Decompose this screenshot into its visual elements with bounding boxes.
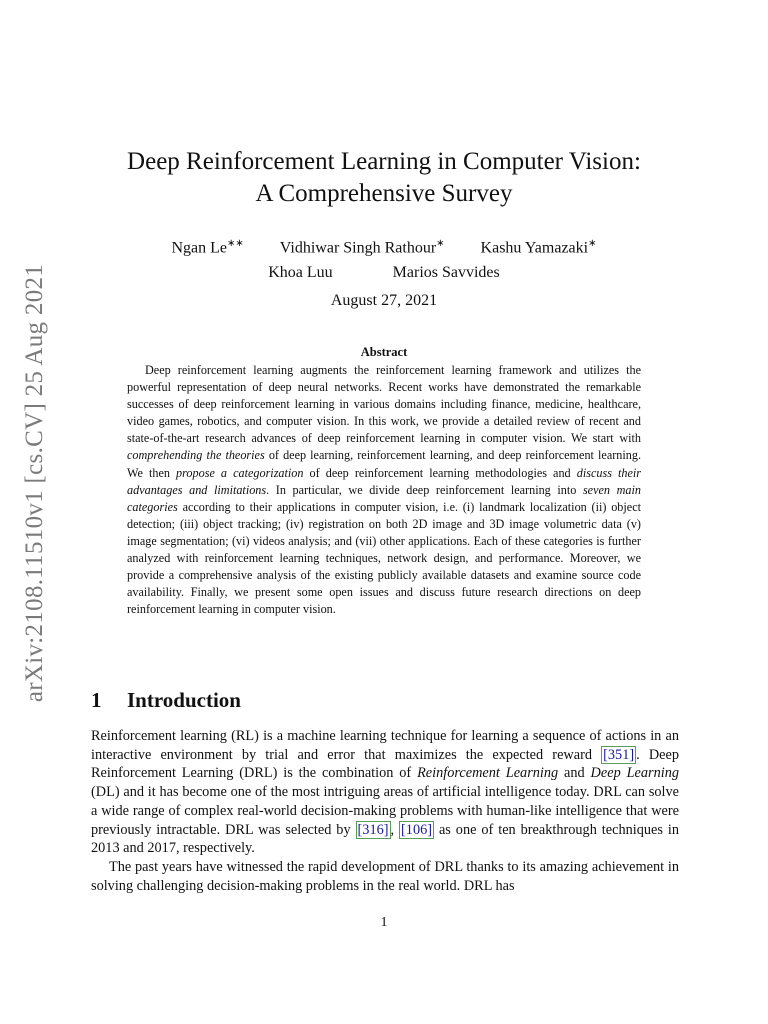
paragraph: Reinforcement learning (RL) is a machine learning technique for learning a sequence of actions in an interactive environment by trial and error that maximizes the expected reward [351] . Deep Reinforcement Learning (DRL) is the combination of Reinforcement Learning and Deep Learning (DL) and it has become one of the most intriguing areas of artificial intelligence today. DRL can solve a wide range of complex real-world decision-making problems with human-like intelligence that were previously intractable. DRL was selected by [316] , [106] as one of ten breakthrough techniques in 2013 and 2017, respectively. bbox=[91, 728, 679, 857]
introduction-body bbox=[91, 727, 679, 895]
publication-date: August 27, 2021 bbox=[330, 292, 438, 309]
title-line-1: Deep Reinforcement Learning in Computer Vision: bbox=[127, 148, 641, 175]
abstract-heading: Abstract bbox=[360, 345, 408, 359]
citation-link[interactable]: [351] bbox=[603, 746, 635, 763]
section-number: 1 bbox=[91, 688, 102, 712]
section-heading bbox=[91, 688, 241, 713]
abstract-text: Deep reinforcement learning augments the reinforcement learning framework and utilizes the powerful representation of deep neural networks. Recent works have demonstrated the remarkable successes of deep reinforcement learning in various domains including finance, medicine, healthcare, video games, robotics, and computer vision. In this work, we provide a detailed review of recent and state-of-the-art research advances of deep reinforcement learning in computer vision. We start with comprehending the theories of deep learning, reinforcement learning, and deep reinforcement learning. We then propose a categorization of deep reinforcement learning methodologies and discuss their advantages and limitations. In particular, we divide deep reinforcement learning into seven main categories according to their applications in computer vision, i.e. (i) landmark localization (ii) object detection; (iii) object tracking; (iv) registration on both 2D image and 3D image volumetric data (v) image segmentation; (vi) videos analysis; and (vii) other applications. Each of these categories is further analyzed with reinforcement learning techniques, network design, and performance. Moreover, we provide a comprehensive analysis of the existing publicly available datasets and examine source code availability. Finally, we present some open issues and discuss future research directions on deep reinforcement learning in computer vision. bbox=[127, 363, 642, 617]
author: Marios Savvides bbox=[392, 264, 500, 282]
page-number: 1 bbox=[380, 915, 388, 930]
arxiv-identifier: arXiv:2108.11510v1 [cs.CV] 25 Aug 2021 bbox=[21, 263, 48, 703]
author: Ngan Le∗∗ bbox=[171, 238, 244, 257]
author: Vidhiwar Singh Rathour∗ bbox=[279, 238, 445, 257]
section-title: Introduction bbox=[127, 688, 241, 712]
author: Khoa Luu bbox=[268, 264, 333, 282]
author-row-1 bbox=[80, 231, 688, 260]
author-list bbox=[80, 231, 688, 285]
citation-link[interactable]: [316] bbox=[357, 821, 389, 838]
arxiv-identifier-stamp bbox=[18, 263, 52, 703]
citation-link[interactable]: [106] bbox=[401, 821, 432, 838]
paper-title bbox=[80, 146, 688, 210]
paragraph: The past years have witnessed the rapid development of DRL thanks to its amazing achievement in solving challenging decision-making problems in the real world. DRL has bbox=[91, 858, 679, 894]
title-line-2: A Comprehensive Survey bbox=[255, 180, 513, 207]
author-row-2 bbox=[80, 260, 688, 285]
author: Kashu Yamazaki∗ bbox=[480, 238, 597, 257]
